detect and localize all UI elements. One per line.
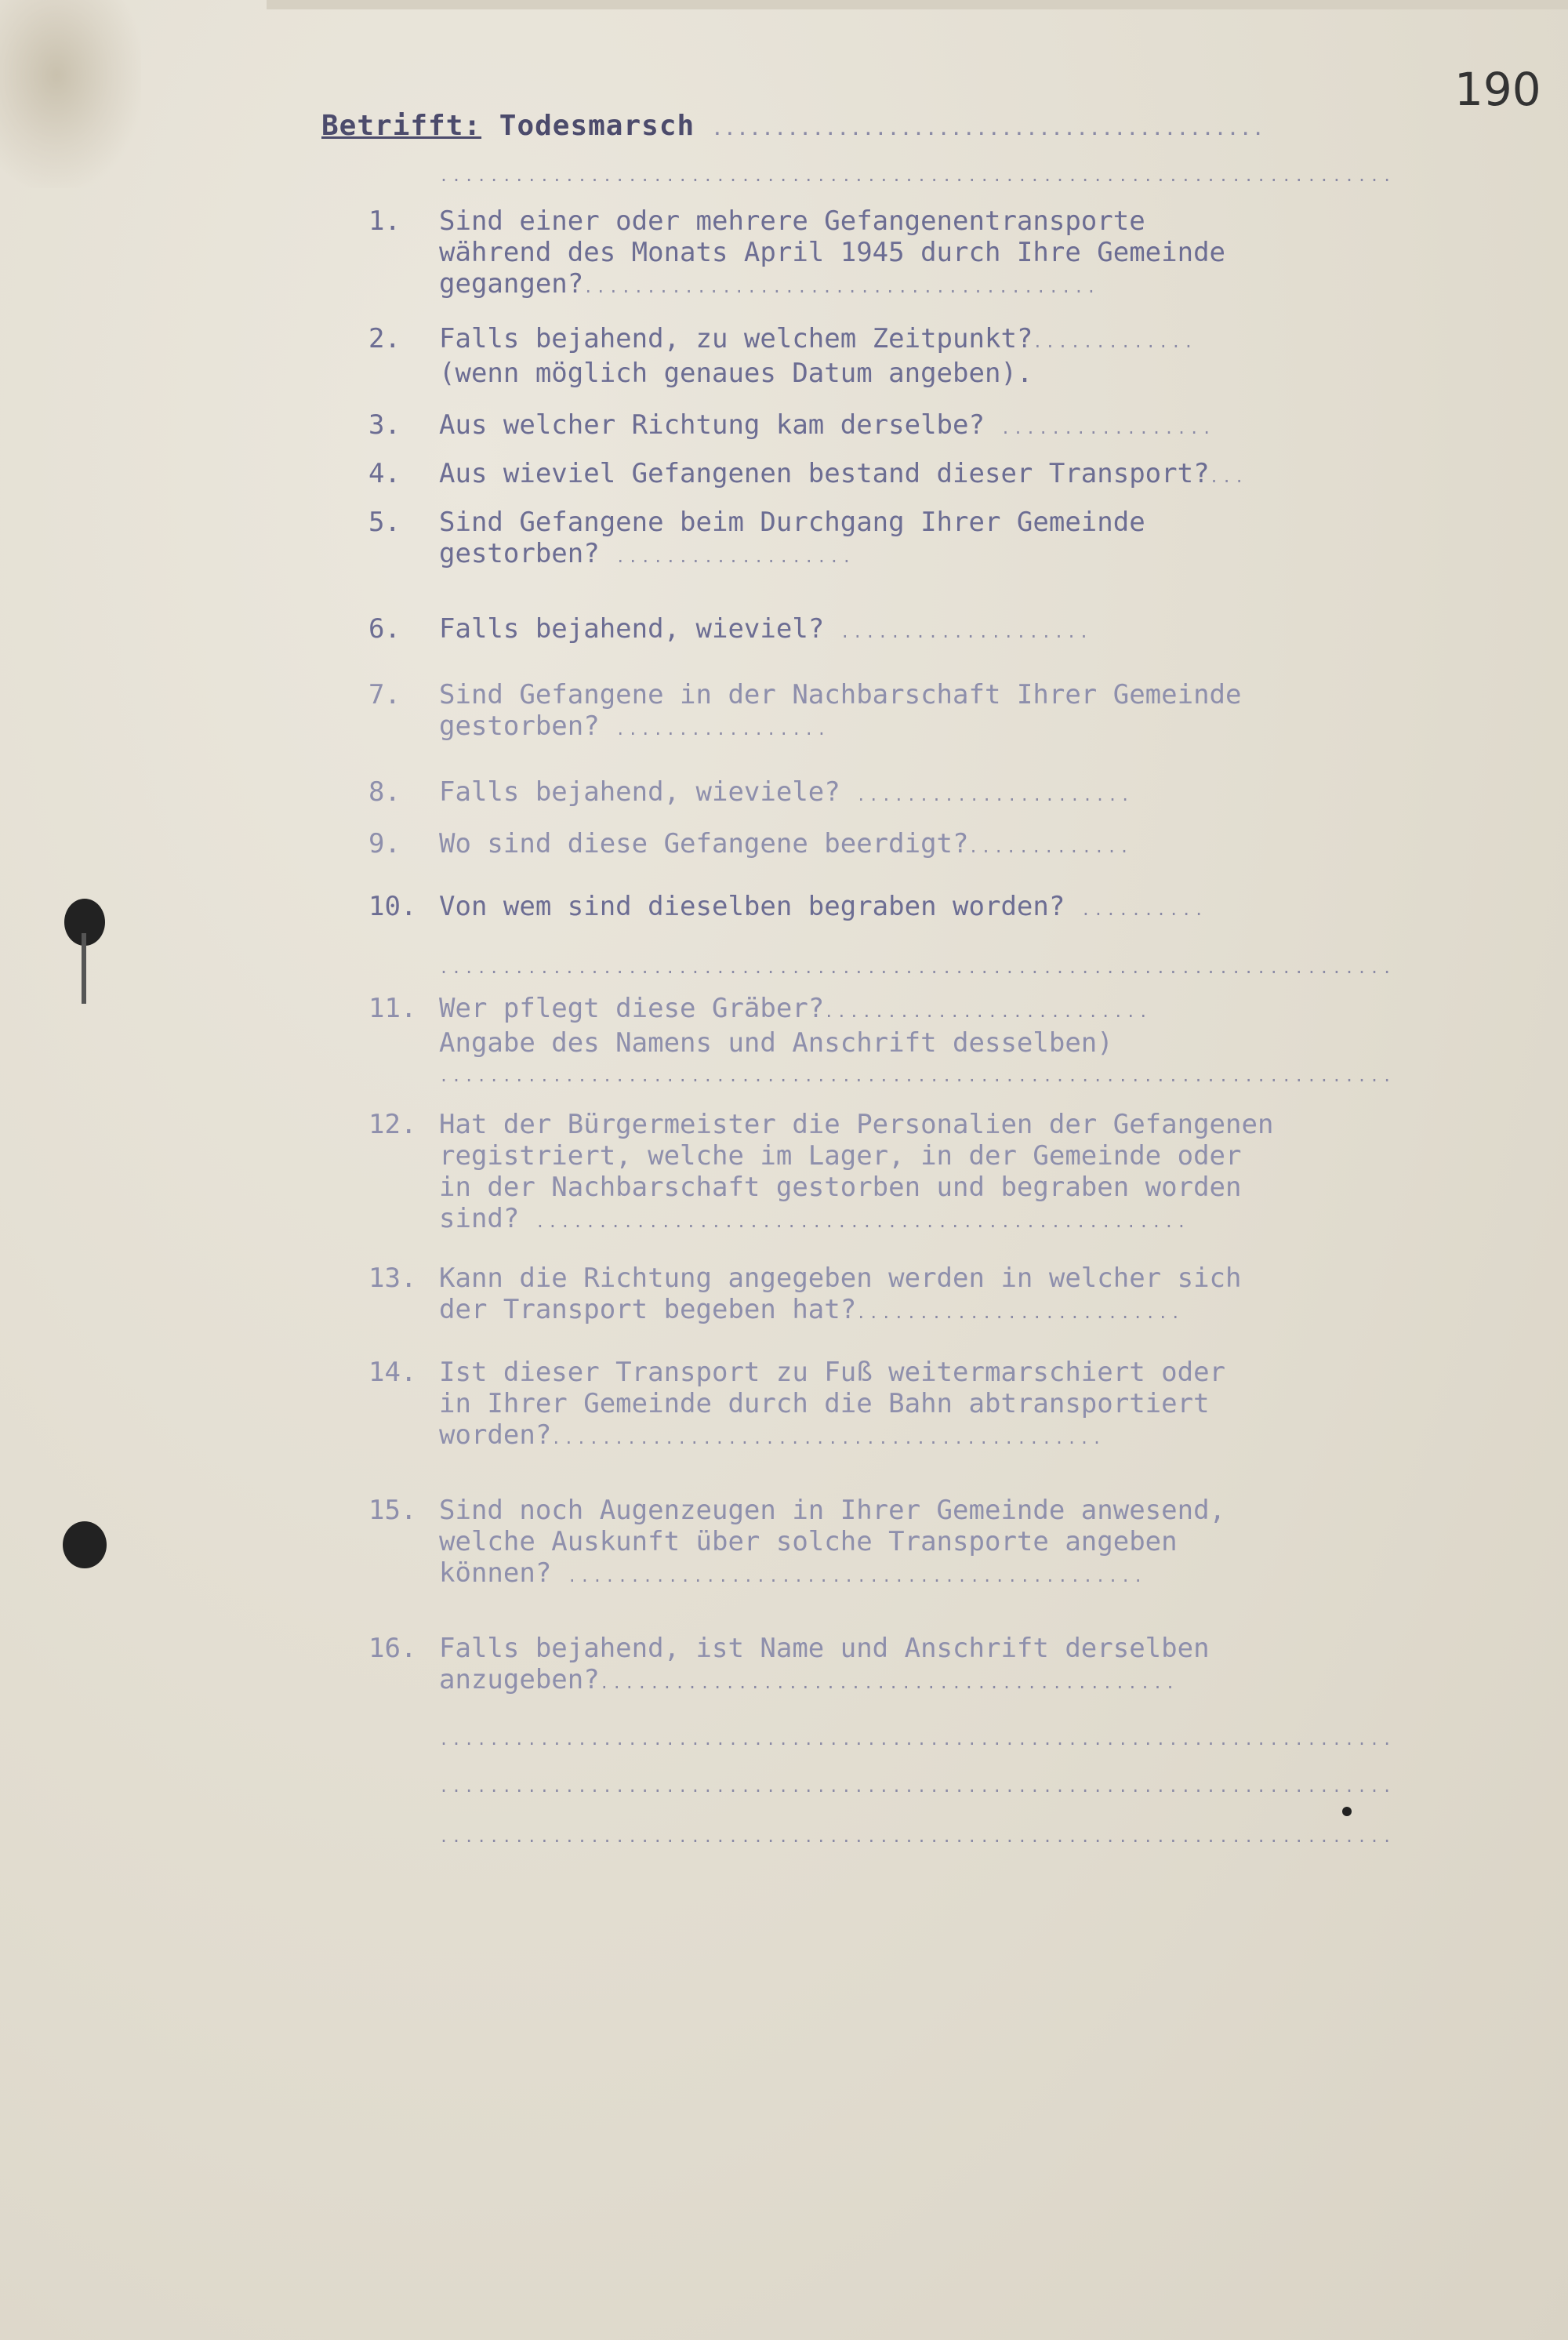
question-13: 13. Kann die Richtung angegeben werden in welcher sich der Transport begeben hat?..........................: [368, 1263, 1242, 1325]
question-5: 5. Sind Gefangene beim Durchgang Ihrer Gemeinde gestorben? ...................: [368, 507, 1145, 569]
question-4: 4. Aus wieviel Gefangenen bestand dieser Transport?...: [368, 458, 1247, 489]
subject-title: Todesmarsch: [499, 110, 695, 142]
question-15: 15. Sind noch Augenzeugen in Ihrer Gemeinde anwesend, welche Auskunft über solche Transporte angeben können? ..............................................: [368, 1495, 1226, 1589]
punch-hole-bottom: [63, 1521, 107, 1568]
subject-heading: Betrifft: Todesmarsch ............................................: [321, 110, 1266, 142]
question-16: 16. Falls bejahend, ist Name und Anschrift derselben anzugeben?..............................................: [368, 1633, 1210, 1695]
paper-stain: [0, 0, 141, 188]
page-number: 190: [1454, 63, 1541, 116]
question-2: 2. Falls bejahend, zu welchem Zeitpunkt?............. (wenn möglich genaues Datum angeben).: [368, 323, 1196, 389]
stain-mark: [82, 933, 86, 1004]
question-8: 8. Falls bejahend, wieviele? ......................: [368, 776, 1134, 808]
question-11: 11. Wer pflegt diese Gräber?.......................... Angabe des Namens und Anschrift desselben): [368, 993, 1152, 1059]
ink-spot: [1342, 1807, 1352, 1816]
answer-line: ............................................................................: [439, 958, 1396, 977]
question-14: 14. Ist dieser Transport zu Fuß weitermarschiert oder in Ihrer Gemeinde durch die Bahn abtransportiert worden?............................................: [368, 1357, 1226, 1451]
answer-line: ............................................................................: [439, 1827, 1396, 1846]
question-9: 9. Wo sind diese Gefangene beerdigt?.............: [368, 828, 1133, 859]
question-6: 6. Falls bejahend, wieviel? ....................: [368, 613, 1092, 645]
answer-line: ............................................................................: [439, 1777, 1396, 1796]
question-12: 12. Hat der Bürgermeister die Personalien der Gefangenen registriert, welche im Lager, in der Gemeinde oder in der Nachbarschaft gestorben und begraben worden sind? ....................................................: [368, 1109, 1274, 1234]
question-1: 1. Sind einer oder mehrere Gefangenentransporte während des Monats April 1945 durch Ihre Gemeinde gegangen?.........................................: [368, 205, 1226, 300]
scan-edge: [267, 0, 1568, 9]
question-7: 7. Sind Gefangene in der Nachbarschaft Ihrer Gemeinde gestorben? .................: [368, 679, 1242, 742]
subject-label: Betrifft:: [321, 110, 482, 142]
dotted-rule: ............................................................................: [439, 166, 1396, 185]
question-3: 3. Aus welcher Richtung kam derselbe? .................: [368, 409, 1215, 441]
answer-line: ............................................................................: [439, 1066, 1396, 1085]
answer-line: ............................................................................: [439, 1730, 1396, 1749]
question-10: 10. Von wem sind dieselben begraben worden? ..........: [368, 891, 1207, 922]
